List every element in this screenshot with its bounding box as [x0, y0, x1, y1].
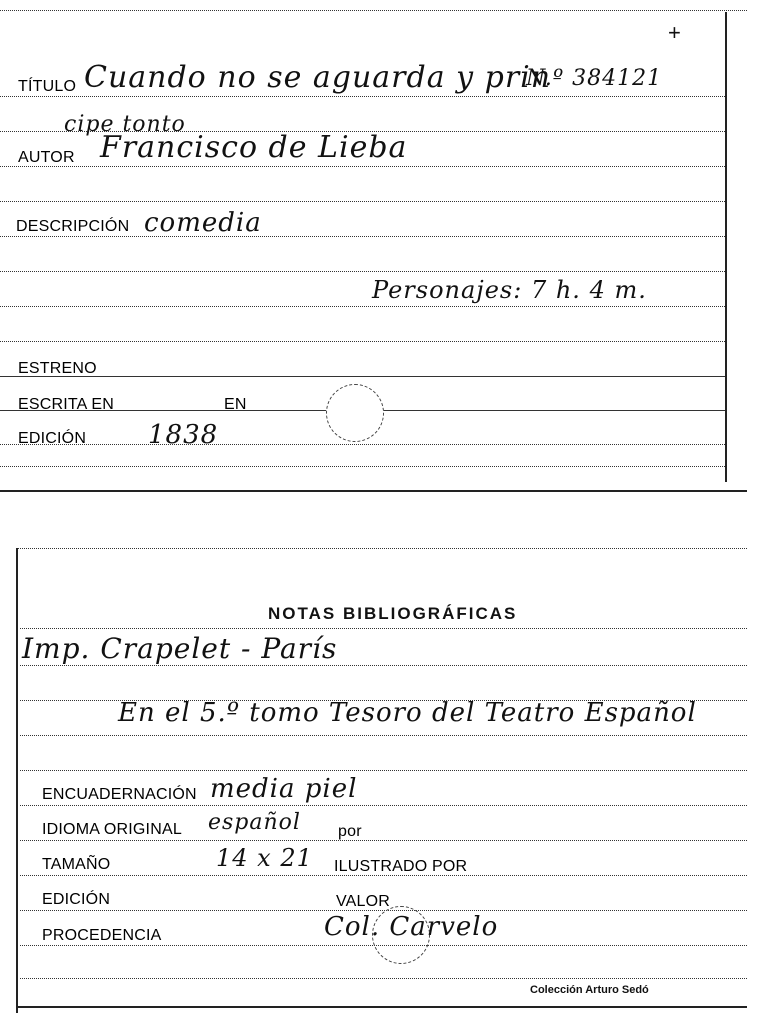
- description-value: comedia: [144, 208, 262, 238]
- punch-hole: [326, 384, 384, 442]
- language-label: IDIOMA ORIGINAL: [42, 821, 182, 838]
- written-label: ESCRITA EN: [18, 396, 114, 413]
- title-value: Cuando no se aguarda y prin: [84, 60, 552, 95]
- catalog-card-top: [0, 10, 747, 492]
- rule-line: [0, 166, 725, 167]
- characters-value: Personajes: 7 h. 4 m.: [372, 276, 647, 304]
- card-left-border: [16, 548, 18, 1013]
- collection-footer: Colección Arturo Sedó: [530, 984, 649, 996]
- rule-line: [20, 978, 747, 979]
- rule-line: [20, 770, 747, 771]
- note-line-1: Imp. Crapelet - París: [22, 632, 338, 665]
- provenance-label: PROCEDENCIA: [42, 927, 162, 944]
- catalog-card-bottom: [16, 548, 747, 1013]
- by-label: por: [338, 823, 362, 840]
- card-top-border: [0, 10, 747, 12]
- edition-label: EDICIÓN: [18, 430, 87, 447]
- rule-line: [20, 665, 747, 666]
- plus-mark: +: [668, 20, 681, 45]
- note-line-2: En el 5.º tomo Tesoro del Teatro Español: [118, 698, 697, 728]
- rule-line: [0, 306, 725, 307]
- language-value: español: [208, 810, 301, 835]
- card-right-border: [725, 12, 727, 482]
- notes-heading: NOTAS BIBLIOGRÁFICAS: [268, 604, 518, 623]
- rule-line: [0, 376, 725, 377]
- rule-line: [0, 466, 725, 467]
- binding-label: ENCUADERNACIÓN: [42, 786, 197, 803]
- size-label: TAMAÑO: [42, 856, 111, 873]
- rule-line: [0, 201, 725, 202]
- rule-line: [20, 735, 747, 736]
- title-label: TÍTULO: [18, 78, 77, 95]
- card-bottom-border: [16, 1006, 747, 1008]
- card-bottom-border: [0, 490, 747, 492]
- description-label: DESCRIPCIÓN: [16, 218, 130, 235]
- author-value: Francisco de Lieba: [100, 130, 408, 165]
- title-value-continued: cipe tonto: [64, 112, 186, 137]
- rule-line: [0, 444, 725, 445]
- rule-line: [20, 840, 747, 841]
- card-top-border: [16, 548, 747, 550]
- illustrated-label: ILUSTRADO POR: [334, 858, 468, 875]
- premiere-label: ESTRENO: [18, 360, 97, 377]
- edition-value: 1838: [148, 420, 219, 450]
- provenance-value: Col. Carvelo: [324, 912, 499, 942]
- size-value: 14 x 21: [216, 844, 313, 872]
- catalog-number: N.º 384121: [526, 66, 663, 91]
- edition-label: EDICIÓN: [42, 891, 111, 908]
- rule-line: [20, 628, 747, 629]
- author-label: AUTOR: [18, 149, 75, 166]
- rule-line: [0, 96, 725, 97]
- rule-line: [0, 236, 725, 237]
- value-label: VALOR: [336, 893, 391, 910]
- rule-line: [0, 341, 725, 342]
- rule-line: [0, 271, 725, 272]
- rule-line: [20, 805, 747, 806]
- punch-hole: [372, 906, 430, 964]
- written-in-label: EN: [224, 396, 247, 413]
- binding-value: media piel: [210, 774, 358, 804]
